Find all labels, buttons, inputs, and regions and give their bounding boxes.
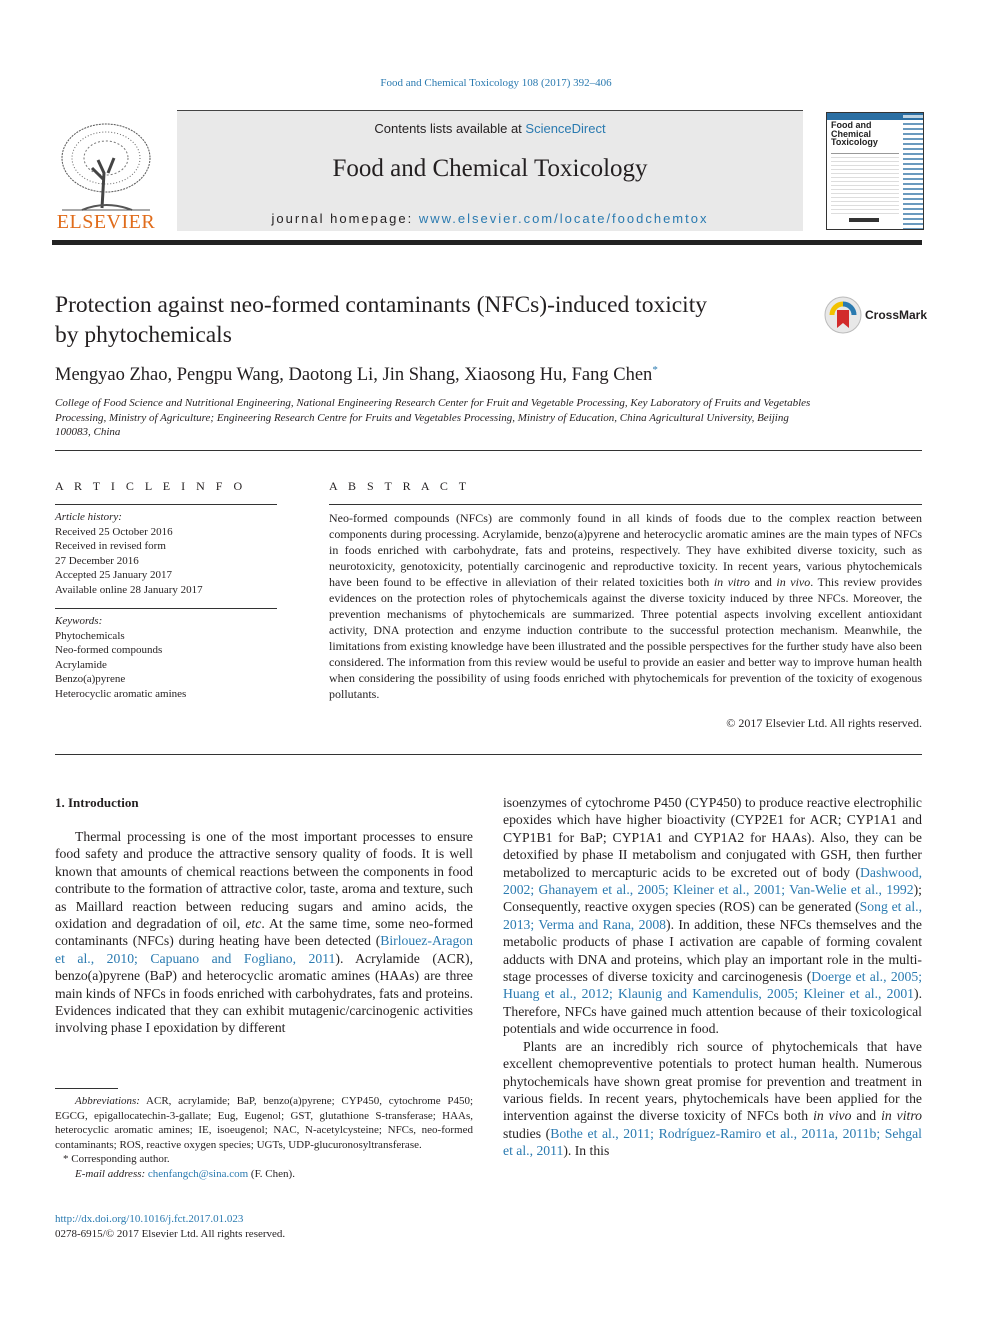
body-column-left — [55, 828, 473, 1037]
citation-link[interactable]: Dashwood, 2002; Ghanayem et al., 2005; Kleiner et al., 2001; Van-Welie et al., 1992 — [503, 864, 922, 898]
body-column-right — [503, 794, 922, 1160]
body-text: ). In addition, these NFCs themselves and the metabolic products of phase I activation are capable of forming covalent adducts with DNA and proteins, which play an important role in the multi-stage processes of diverse toxicity and carcinogenesis ( — [503, 916, 922, 985]
abstract-italic: in vitro — [713, 575, 750, 589]
journal-reference[interactable]: Food and Chemical Toxicology 108 (2017) 392–406 — [380, 77, 612, 89]
abstract-heading: A B S T R A C T — [329, 479, 471, 493]
sciencedirect-link[interactable]: ScienceDirect — [525, 121, 606, 136]
history-item: Available online 28 January 2017 — [55, 583, 203, 596]
article-title — [55, 290, 815, 350]
abstract-part: Neo-formed compounds (NFCs) are commonly found in all kinds of foods due to the complex reaction between components during processing. Acrylamide, benzo(a)pyrene and heterocyclic aromatic amines are the main types of NFCs in foods enriched with carbohydrate, fats and proteins, respectively. They have exhibited diverse toxicity, such as neurotoxicity, genotoxicity, potentially carcinogenic and reproductive toxicity. In recent years, various phytochemicals have been found to be effective in alleviation of their related toxicities both — [329, 511, 922, 589]
history-item: 27 December 2016 — [55, 554, 139, 567]
abstract-text — [329, 510, 922, 702]
keyword: Benzo(a)pyrene — [55, 673, 126, 685]
journal-header-box — [177, 110, 803, 231]
body-text: Plants are an incredibly rich source of phytochemicals that have excellent chemopreventive potentials to protect human health. Numerous phytochemicals have shown great promise for prevention and treatment in various fields. In recent years, phytochemicals have been applied for the intervention against the diverse toxicity of NFCs both — [503, 1038, 922, 1124]
body-text: Thermal processing is one of the most important processes to ensure food safety and produce the attractive sensory quality of foods. It is well known that amounts of chemical reactions between the components in food contribute to the formation of attractive color, taste, aroma and texture, such as Maillard reaction between reducing sugars and amino acids, the oxidation and degradation of oil, — [55, 829, 473, 932]
corresponding-footnote: * Corresponding author. — [63, 1153, 170, 1165]
body-italic: in vivo — [813, 1108, 852, 1124]
email-suffix: (F. Chen). — [248, 1167, 295, 1180]
elsevier-wordmark: ELSEVIER — [56, 211, 156, 233]
divider — [55, 608, 277, 609]
homepage-link[interactable]: www.elsevier.com/locate/foodchemtox — [418, 211, 709, 226]
homepage-line — [177, 211, 803, 226]
body-paragraph — [503, 1038, 922, 1160]
keyword: Acrylamide — [55, 658, 107, 671]
corresponding-author-mark[interactable]: * — [652, 364, 658, 376]
abstract-copyright: © 2017 Elsevier Ltd. All rights reserved. — [726, 716, 922, 730]
body-text: ); Consequently, reactive oxygen species (ROS) can be generated ( — [503, 882, 922, 915]
keyword: Neo-formed compounds — [55, 644, 163, 656]
crossmark-label[interactable]: CrossMark — [865, 308, 928, 322]
body-text: isoenzymes of cytochrome P450 (CYP450) to produce reactive electrophilic epoxides which have higher bioactivity (CYP2E1 for ACR; CYP1A1 and CYP1B1 for BaP; CYP1A1 and CYP1A2 for HAAs). Also, they can be detoxified by phase II metabolism and conjugated with GSH, then further metabolized to mercapturic acids to be excreted out of body ( — [503, 795, 922, 880]
footnote-rule — [55, 1088, 118, 1089]
author-list — [55, 364, 658, 386]
citation-link[interactable]: Bothe et al., 2011; Rodríguez-Ramiro et al., 2011a, 2011b; Sehgal et al., 2011 — [503, 1125, 922, 1159]
issn-line: 0278-6915/© 2017 Elsevier Ltd. All rights reserved. — [55, 1228, 286, 1240]
body-italic: etc — [245, 916, 262, 932]
history-item: Accepted 25 January 2017 — [55, 569, 172, 581]
citation-link[interactable]: Song et al., 2013; Verma and Rana, 2008 — [503, 899, 922, 932]
body-text: studies ( — [503, 1125, 551, 1141]
history-item: Received in revised form — [55, 540, 166, 552]
article-info-heading: A R T I C L E I N F O — [55, 479, 247, 493]
keywords-label: Keywords: — [55, 615, 103, 627]
keywords — [55, 614, 186, 701]
abstract-italic: in vivo — [776, 575, 811, 589]
homepage-prefix: journal homepage: — [271, 211, 419, 226]
crossmark-icon[interactable] — [824, 296, 864, 336]
body-text: ). In this — [563, 1143, 610, 1159]
body-paragraph — [55, 828, 473, 1037]
body-paragraph — [503, 794, 922, 1038]
article-history — [55, 510, 203, 597]
affiliation: College of Food Science and Nutritional Engineering, National Engineering Research Center for Fruit and Vegetable Processing, Key Laboratory of Fruits and Vegetables Processing, Ministry of Agriculture; Engineering Research Centre for Fruits and Vegetables Processing, Ministry of Education, China Agricultural University, Beijing 100083, China — [55, 397, 811, 438]
history-item: Received 25 October 2016 — [55, 525, 173, 538]
email-footnote — [55, 1167, 473, 1182]
cover-title-line3: Toxicology — [831, 137, 878, 147]
email-label: E-mail address: — [75, 1167, 148, 1180]
cover-title-line1: Food and — [831, 120, 872, 130]
header-rule — [52, 240, 922, 245]
authors: Mengyao Zhao, Pengpu Wang, Daotong Li, Jin Shang, Xiaosong Hu, Fang Chen — [55, 365, 653, 386]
journal-title: Food and Chemical Toxicology — [332, 155, 648, 182]
divider — [55, 754, 922, 755]
divider — [329, 504, 922, 505]
cover-title-line2: Chemical — [831, 128, 872, 139]
body-text: . At the same time, some neo-formed contaminants (NFCs) during heating have been detected ( — [55, 916, 473, 949]
abbreviations-footnote — [55, 1094, 473, 1152]
history-label: Article history: — [55, 511, 122, 523]
footnotes — [55, 1094, 473, 1181]
section-heading: 1. Introduction — [55, 795, 139, 810]
abstract-part: . This review provides evidences on the protection roles of phytochemicals against the diverse toxicity induced by three NFCs. Moreover, the prevention mechanisms of phytochemicals are summarized. Three potential aspects involving excellent antioxidant activity, DNA protection and enzyme induction contribute to the successful protection mechanism. Meanwhile, the limitations from existing knowledge have been illustrated and the possible perspectives for the further study have also been considered. The information from this review would be useful to provide an easier and better way to improve human health when considering the possibility of using foods enriched with phytochemicals for prevention of the toxicity of exogenous pollutants. — [329, 575, 922, 701]
email-link[interactable]: chenfangch@sina.com — [147, 1167, 249, 1180]
journal-cover-thumbnail[interactable] — [826, 112, 924, 230]
body-italic: in vitro — [881, 1108, 922, 1124]
contents-prefix: Contents lists available at — [374, 121, 526, 136]
title-line-1: Protection against neo-formed contaminants (NFCs)-induced toxicity — [55, 292, 707, 318]
keyword: Phytochemicals — [55, 629, 125, 642]
citation-link[interactable]: Birlouez-Aragon et al., 2010; Capuano and Fogliano, 2011 — [55, 933, 473, 966]
divider — [55, 450, 922, 451]
body-text: ). Acrylamide (ACR), benzo(a)pyrene (BaP) and heterocyclic aromatic amines (HAAs) are three main kinds of NFCs in foods enriched with carbohydrates, fats and proteins. Evidences indicated that they can exhibit mutagenic/carcinogenic activities involving phase I epoxidation by different — [55, 950, 474, 1036]
abstract-part: and — [749, 575, 777, 589]
keyword: Heterocyclic aromatic amines — [55, 687, 187, 700]
title-line-2: by phytochemicals — [55, 322, 232, 348]
divider — [55, 504, 277, 505]
citation-link[interactable]: Doerge et al., 2005; Huang et al., 2012; Klaunig and Kamendulis, 2005; Kleiner et al., 2001 — [503, 969, 922, 1002]
abbreviations-label: Abbreviations: — [75, 1095, 140, 1107]
body-text: and — [851, 1108, 882, 1124]
body-text: ). Therefore, NFCs have gained much attention because of their toxicological potentials and wide occurrence in food. — [503, 986, 922, 1037]
contents-line — [177, 121, 803, 136]
doi-link[interactable]: http://dx.doi.org/10.1016/j.fct.2017.01.023 — [55, 1213, 244, 1225]
abbreviations-text: ACR, acrylamide; BaP, benzo(a)pyrene; CYP450, cytochrome P450; EGCG, epigallocatechin-3-gallate; Eug, Eugenol; GST, glutathione S-transferase; HAAs, heterocyclic aromatic amines; IE, isoeugenol; NAC, N-acetylcysteine; NFCs, neo-formed contaminants; ROS, reactive oxygen species; UGTs, UDP-glucuronosyltransferase. — [55, 1095, 473, 1151]
